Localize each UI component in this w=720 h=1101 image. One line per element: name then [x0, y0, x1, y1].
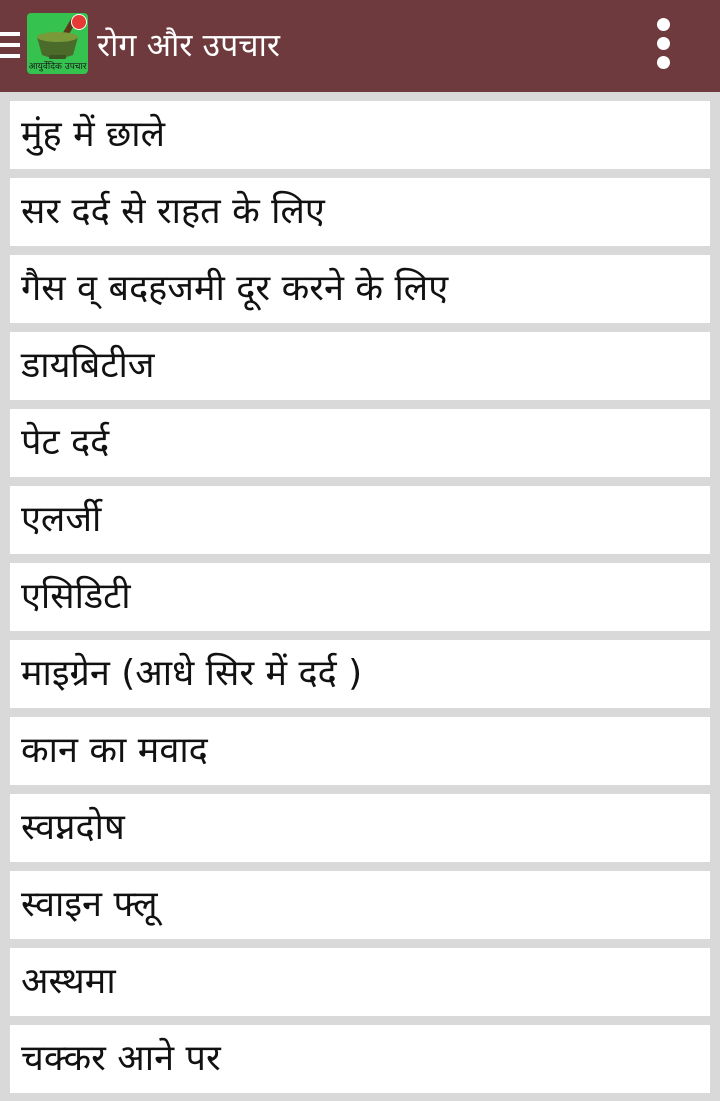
list-item-allergy[interactable]: [10, 486, 710, 554]
disease-list: [10, 101, 710, 1101]
logo-caption: आयुर्वेदिक उपचार: [28, 62, 87, 72]
list-item-label: चक्कर आने पर: [21, 1038, 221, 1079]
list-item-label: माइग्रेन (आधे सिर में दर्द ): [21, 653, 363, 694]
list-item-label: स्वाइन फ्लू: [21, 884, 158, 925]
list-item-label: पेट दर्द: [21, 422, 110, 463]
list-item-stomach-ache[interactable]: [10, 409, 710, 477]
notification-badge: [71, 14, 87, 30]
list-item-swine-flu[interactable]: [10, 871, 710, 939]
list-item-label: स्वप्नदोष: [21, 807, 125, 848]
list-item-asthma[interactable]: [10, 948, 710, 1016]
list-item-migraine[interactable]: [10, 640, 710, 708]
list-item-label: कान का मवाद: [21, 730, 208, 771]
list-item-dizziness[interactable]: [10, 1025, 710, 1093]
list-item-nightfall[interactable]: [10, 794, 710, 862]
app-toolbar: [0, 0, 720, 92]
list-item-label: मुंह में छाले: [21, 114, 166, 155]
more-vert-icon[interactable]: [650, 18, 678, 70]
list-item-label: सर दर्द से राहत के लिए: [21, 191, 325, 232]
list-item-ear-pus[interactable]: [10, 717, 710, 785]
app-logo: [27, 13, 88, 74]
list-item-headache[interactable]: [10, 178, 710, 246]
page-title: रोग और उपचार: [97, 26, 280, 64]
list-item-label: अस्थमा: [21, 961, 116, 1002]
list-item-gas-indigestion[interactable]: [10, 255, 710, 323]
list-item-mouth-ulcers[interactable]: [10, 101, 710, 169]
list-item-label: डायबिटीज: [21, 345, 155, 386]
list-item-label: एसिडिटी: [21, 576, 131, 617]
list-item-label: गैस व् बदहजमी दूर करने के लिए: [21, 268, 449, 309]
list-item-acidity[interactable]: [10, 563, 710, 631]
list-item-label: एलर्जी: [21, 499, 102, 540]
list-item-diabetes[interactable]: [10, 332, 710, 400]
hamburger-menu-icon[interactable]: [0, 30, 20, 60]
